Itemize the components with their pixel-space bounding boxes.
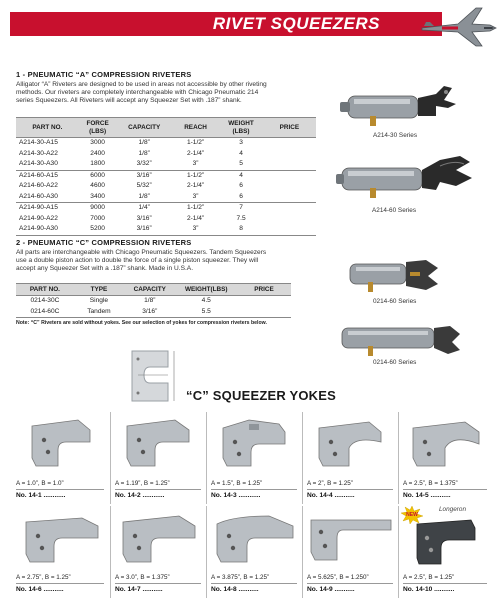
yoke-dims: A = 1.19”, B = 1.25” (115, 480, 170, 487)
cell: 1/4” (116, 203, 171, 214)
longeron-label: Longeron (439, 506, 467, 513)
divider (211, 489, 297, 490)
yoke-item (206, 506, 300, 598)
divider (115, 583, 201, 584)
table-row (16, 181, 316, 192)
yoke-dims: A = 2.5”, B = 1.25” (403, 574, 455, 581)
yoke-14-3-image (219, 418, 289, 468)
divider (115, 489, 201, 490)
cell: 6000 (79, 170, 117, 181)
cell: A214-30-A22 (19, 149, 58, 157)
divider (211, 583, 297, 584)
yoke-row-1 (14, 412, 490, 504)
cell: 7 (219, 203, 263, 214)
table-row (16, 224, 316, 235)
yoke-item (302, 412, 396, 504)
cell: 3/16” (124, 307, 175, 318)
col-header: REACH (172, 118, 219, 138)
section2-note: Note: “C” Riveters are sold without yokes. See our selection of yokes for compression riveters below. (16, 320, 267, 326)
cell: A214-90-A30 (16, 224, 79, 235)
col-header: PRICE (237, 284, 291, 296)
cell: 5 (239, 160, 243, 167)
yoke-part-number: No. 14-3 ............ (211, 492, 261, 499)
cell: A214-60-A22 (19, 182, 58, 189)
cell: 7.5 (236, 214, 246, 222)
table-row (16, 170, 316, 181)
0214-60-caption-bottom: 0214-60 Series (373, 359, 417, 366)
cell: 4600 (90, 182, 105, 189)
col-header: WEIGHT(LBS) (176, 284, 238, 296)
section1-title: 1 - PNEUMATIC “A” COMPRESSION RIVETERS (16, 70, 192, 79)
yoke-14-6-image (22, 516, 102, 564)
table-row (16, 214, 316, 225)
cell: 4.5 (176, 296, 238, 307)
yoke-item (110, 412, 204, 504)
cell: 1-1/2” (172, 170, 219, 181)
section2-desc-line: accept any Squeezer Set with a .187” shank. Made in U.S.A. (16, 265, 194, 273)
cell: 2-1/4” (186, 182, 205, 189)
cell: Single (74, 296, 124, 307)
section1-desc-line: series Squeezers. All Riveters will accept any Squeezer Set with .187” shank. (16, 97, 242, 105)
cell: 2-1/4” (186, 149, 205, 157)
section2-title: 2 - PNEUMATIC “C” COMPRESSION RIVETERS (16, 238, 192, 247)
col-header: CAPACITY (116, 118, 171, 138)
yoke-dims: A = 3.0”, B = 1.375” (115, 574, 170, 581)
cell (263, 138, 316, 149)
cell (263, 214, 316, 225)
divider (307, 489, 393, 490)
cell: 3/16” (136, 214, 152, 222)
yoke-item (14, 506, 108, 598)
cell: 1/8” (138, 149, 150, 157)
yoke-dims: A = 2”, B = 1.25” (307, 480, 353, 487)
section2-description (16, 249, 341, 274)
yoke-part-number: No. 14-10 ........... (403, 586, 455, 593)
yoke-part-number: No. 14-9 ........... (307, 586, 355, 593)
yokes-title: “C” SQUEEZER YOKES (186, 388, 337, 403)
0214-60-riveter-image (346, 254, 450, 294)
col-header: FORCE (LBS) (79, 118, 117, 138)
cell (263, 170, 316, 181)
section2-desc-line: All parts are interchangeable with Chicago Pneumatic Squeezers. Tandem Squeezers (16, 249, 267, 256)
cell: A214-60-A30 (19, 192, 58, 200)
yoke-part-number: No. 14-2 ............ (115, 492, 165, 499)
yoke-dims: A = 5.625”, B = 1.250” (307, 574, 369, 581)
cell (263, 149, 316, 160)
yoke-14-8-image (213, 514, 297, 564)
cell: A214-30-A15 (16, 138, 79, 149)
yoke-14-10-image (413, 518, 479, 568)
section2-desc-line: use a double piston action to double the force of a single piston squeezer. They will (16, 257, 259, 265)
cell: A214-30-A30 (19, 160, 58, 167)
yoke-dims: A = 1.5”, B = 1.25” (211, 480, 263, 487)
yoke-dims: A = 2.75”, B = 1.25” (16, 574, 71, 581)
col-header: PRICE (263, 118, 316, 138)
cell: 1800 (90, 160, 105, 167)
a214-30-caption: A214-30 Series (373, 132, 418, 139)
fighter-jet-icon (418, 2, 498, 50)
cell: 3/32” (136, 160, 152, 167)
yoke-item (398, 506, 490, 598)
cell: 3 (219, 138, 263, 149)
section1-desc-line: Alligator “A” Riveters are designed to be used in areas not accessible by other riveting (16, 81, 267, 88)
table-row (16, 138, 316, 149)
a214-60-caption: A214-60 Series (372, 207, 417, 214)
col-header: TYPE (74, 284, 124, 296)
col-header: WEIGHT (LBS) (219, 118, 263, 138)
cell: 3000 (79, 138, 117, 149)
yoke-14-2-image (123, 418, 193, 468)
table-row (16, 296, 291, 307)
yoke-14-5-image (409, 418, 483, 468)
cell: 1-1/2” (172, 203, 219, 214)
yoke-item (398, 412, 490, 504)
yoke-part-number: No. 14-8 ........... (211, 586, 259, 593)
cell: 2-1/4” (186, 214, 205, 222)
cell: 0214-30C (16, 296, 74, 307)
section1-spec-table (16, 117, 316, 236)
section1-description (16, 81, 341, 106)
cell: 3” (192, 192, 199, 200)
yoke-dims: A = 3.875”, B = 1.25” (211, 574, 270, 581)
cell (263, 192, 316, 203)
yoke-14-4-image (315, 418, 385, 468)
cell: Tandem (74, 307, 124, 318)
cell: 1/8” (116, 138, 171, 149)
yoke-14-7-image (119, 514, 199, 564)
cell: 4 (219, 170, 263, 181)
cell (263, 181, 316, 192)
divider (307, 583, 393, 584)
yoke-part-number: No. 14-7 ........... (115, 586, 163, 593)
yoke-part-number: No. 14-6 ........... (16, 586, 64, 593)
cell: 5/32” (136, 182, 152, 189)
0214-60-caption-top: 0214-60 Series (373, 298, 417, 305)
cell: 5.5 (176, 307, 238, 318)
table-row (16, 307, 291, 318)
cell: 6 (239, 182, 243, 189)
yoke-14-9-image (307, 516, 395, 564)
yoke-item (302, 506, 396, 598)
a214-30-riveter-image (340, 82, 490, 130)
cell: A214-90-A15 (16, 203, 79, 214)
cell: 8 (219, 224, 263, 235)
col-header: CAPACITY (124, 284, 175, 296)
cell: 9000 (79, 203, 117, 214)
cell: 5200 (79, 224, 117, 235)
cell: 3” (172, 224, 219, 235)
divider (403, 583, 487, 584)
yoke-part-number: No. 14-5 ........... (403, 492, 451, 499)
cell: 3/16” (116, 224, 171, 235)
cell (263, 159, 316, 170)
page-title: RIVET SQUEEZERS (212, 14, 380, 33)
cell (237, 296, 291, 307)
yoke-part-number: No. 14-1 ............ (16, 492, 66, 499)
0214-60-riveter-image-2 (338, 318, 478, 358)
cell: 1/8” (124, 296, 175, 307)
new-badge: NEW (406, 512, 418, 518)
section1-desc-line: methods. Our riveters are completely interchangeable with Chicago Pneumatic 214 (16, 89, 259, 97)
cell: 6 (239, 192, 243, 200)
yoke-item (206, 412, 300, 504)
table-row (16, 149, 316, 160)
cell: A214-60-A15 (16, 170, 79, 181)
col-header: PART NO. (16, 284, 74, 296)
col-header: PART NO. (16, 118, 79, 138)
cell: A214-90-A22 (19, 214, 58, 222)
cell: 1/8” (138, 192, 150, 200)
section2-spec-table (16, 283, 291, 318)
cell: 7000 (90, 214, 105, 222)
yoke-row-2 (14, 506, 490, 602)
yoke-item (110, 506, 204, 598)
yoke-dimension-diagram (128, 347, 184, 405)
cell: 4 (239, 149, 243, 157)
cell: 0214-60C (16, 307, 74, 318)
cell (263, 224, 316, 235)
cell: 3” (192, 160, 199, 167)
yoke-item (14, 412, 108, 504)
cell (237, 307, 291, 318)
cell (263, 203, 316, 214)
divider (16, 489, 104, 490)
table-row (16, 192, 316, 203)
table-row (16, 159, 316, 170)
yoke-dims: A = 2.5”, B = 1.375” (403, 480, 458, 487)
cell: 1-1/2” (172, 138, 219, 149)
table-row (16, 203, 316, 214)
cell: 3400 (90, 192, 105, 200)
yoke-dims: A = 1.0”, B = 1.0” (16, 480, 64, 487)
cell: 2400 (90, 149, 105, 157)
divider (16, 583, 104, 584)
divider (403, 489, 487, 490)
yoke-part-number: No. 14-4 ........... (307, 492, 355, 499)
a214-60-riveter-image (336, 152, 496, 204)
yoke-14-1-image (28, 418, 94, 468)
cell: 3/16” (116, 170, 171, 181)
